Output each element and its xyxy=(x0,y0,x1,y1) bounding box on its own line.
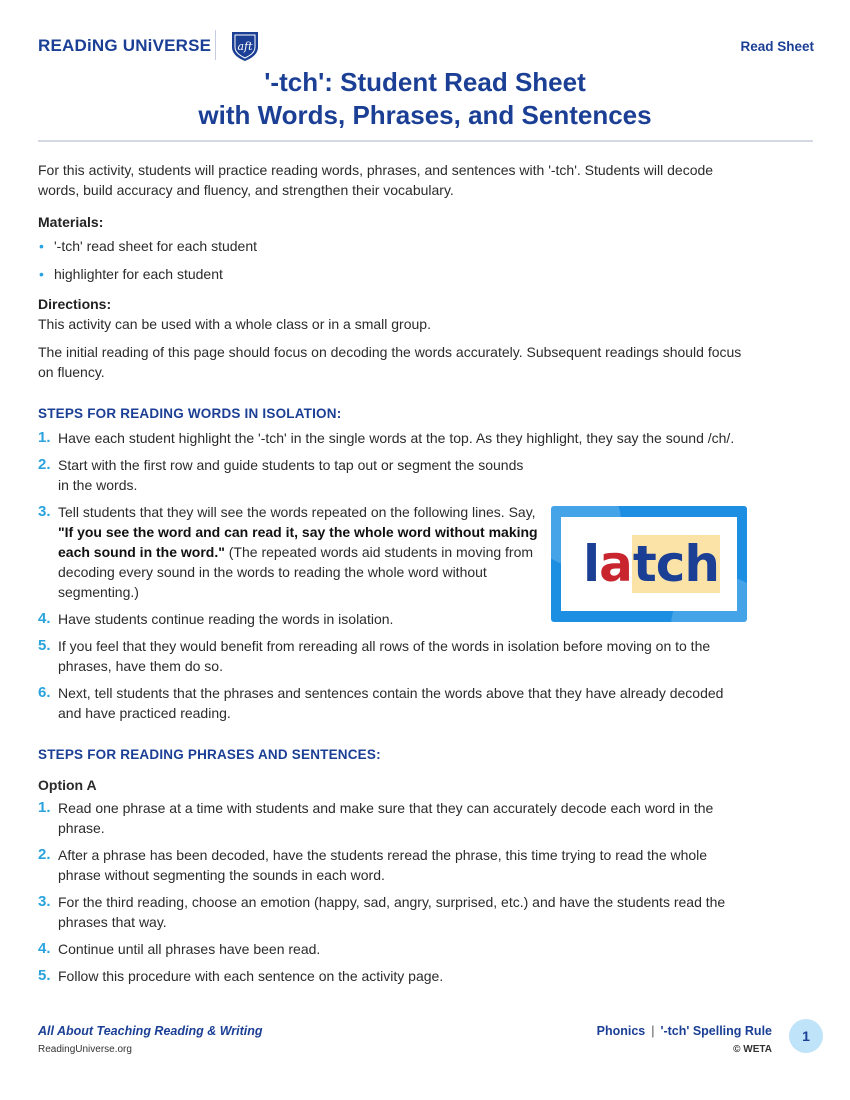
footer-series-title: All About Teaching Reading & Writing xyxy=(38,1024,263,1038)
materials-list xyxy=(38,236,750,284)
step-text: Next, tell students that the phrases and sentences contain the words above that they have already decoded and have practiced reading. xyxy=(58,685,724,721)
step-number: 1. xyxy=(38,799,51,816)
materials-heading: Materials: xyxy=(38,214,104,230)
logo-divider xyxy=(215,30,216,60)
latch-word-card xyxy=(551,506,747,622)
footer-url: ReadingUniverse.org xyxy=(38,1044,132,1055)
phrase-steps xyxy=(38,798,750,986)
title-line-1: '-tch': Student Read Sheet xyxy=(264,67,586,97)
step-number: 6. xyxy=(38,684,51,701)
step-text: Have students continue reading the words in isolation. xyxy=(58,611,394,627)
isolation-heading: STEPS FOR READING WORDS IN ISOLATION: xyxy=(38,406,342,421)
reading-universe-logo: READiNG UNiVERSE xyxy=(38,36,212,55)
page-header xyxy=(38,30,814,64)
word-part-vowel: a xyxy=(599,535,632,593)
step-text: Read one phrase at a time with students and make sure that they can accurately decode each word in the phrase. xyxy=(58,800,714,836)
directions-paragraph: This activity can be used with a whole class or in a small group. xyxy=(38,316,431,332)
list-item: • '-tch' read sheet for each student xyxy=(38,236,750,256)
step-number: 2. xyxy=(38,456,51,473)
directions-heading: Directions: xyxy=(38,296,112,312)
step-quote: "If you see the word and can read it, say the whole word without making each sound in the word." xyxy=(58,524,538,560)
title-rule xyxy=(38,140,813,142)
step-number: 3. xyxy=(38,503,51,520)
list-item xyxy=(38,939,750,959)
word-part-onset: l xyxy=(583,535,600,593)
step-number: 2. xyxy=(38,846,51,863)
example-word xyxy=(583,535,720,593)
step-text: For the third reading, choose an emotion (happy, sad, angry, surprised, etc.) and have the students read the phrases that way. xyxy=(58,894,726,930)
title-line-2: with Words, Phrases, and Sentences xyxy=(198,100,652,130)
page-title xyxy=(0,66,850,132)
list-item xyxy=(38,798,750,838)
step-text: Follow this procedure with each sentence on the activity page. xyxy=(58,968,444,984)
doc-type-label: Read Sheet xyxy=(740,39,814,54)
list-item xyxy=(38,636,750,676)
page-number-badge: 1 xyxy=(789,1019,823,1053)
intro-paragraph: For this activity, students will practice reading words, phrases, and sentences with '-tch'. Students will decode words, build accuracy and fluency, and strengthen their vocabulary. xyxy=(38,162,714,198)
phrases-heading: STEPS FOR READING PHRASES AND SENTENCES: xyxy=(38,747,381,762)
step-number: 5. xyxy=(38,637,51,654)
word-part-tch-highlight: tch xyxy=(632,535,720,593)
footer-copyright: © WETA xyxy=(733,1044,772,1055)
step-number: 4. xyxy=(38,940,51,957)
list-item xyxy=(38,683,750,723)
step-text: If you feel that they would benefit from rereading all rows of the words in isolation before moving on to the phrases, have them do so. xyxy=(58,638,711,674)
step-text: Tell students that they will see the words repeated on the following lines. Say, xyxy=(58,504,536,520)
footer-rule: '-tch' Spelling Rule xyxy=(660,1024,772,1038)
step-number: 5. xyxy=(38,967,51,984)
svg-text:aft: aft xyxy=(237,40,253,53)
footer-separator: | xyxy=(651,1024,655,1038)
list-item xyxy=(38,892,750,932)
step-text: Have each student highlight the '-tch' in the single words at the top. As they highlight, they say the sound /ch/. xyxy=(58,430,735,446)
aft-logo-icon xyxy=(228,30,262,67)
step-text: Start with the first row and guide students to tap out or segment the sounds in the words. xyxy=(58,457,524,493)
list-item: • highlighter for each student xyxy=(38,264,750,284)
step-text: Continue until all phrases have been read. xyxy=(58,941,321,957)
footer-topic xyxy=(597,1024,772,1038)
list-item xyxy=(38,455,538,495)
step-number: 4. xyxy=(38,610,51,627)
list-item xyxy=(38,966,750,986)
list-item xyxy=(38,428,750,448)
page-footer xyxy=(38,1024,774,1064)
word-card-inner xyxy=(561,517,737,611)
step-text: After a phrase has been decoded, have the students reread the phrase, this time trying to read the whole phrase without segmenting the sounds in each word. xyxy=(58,847,708,883)
directions-paragraph: The initial reading of this page should focus on decoding the words accurately. Subsequent readings should focus on fluency. xyxy=(38,344,742,380)
list-item xyxy=(38,502,538,602)
list-item xyxy=(38,845,750,885)
option-label: Option A xyxy=(38,777,97,793)
step-number: 3. xyxy=(38,893,51,910)
footer-category: Phonics xyxy=(596,1024,646,1038)
step-text: (The repeated words aid students in moving from decoding every sound in the words to reading the whole word without segmenting.) xyxy=(58,544,534,600)
step-number: 1. xyxy=(38,429,51,446)
